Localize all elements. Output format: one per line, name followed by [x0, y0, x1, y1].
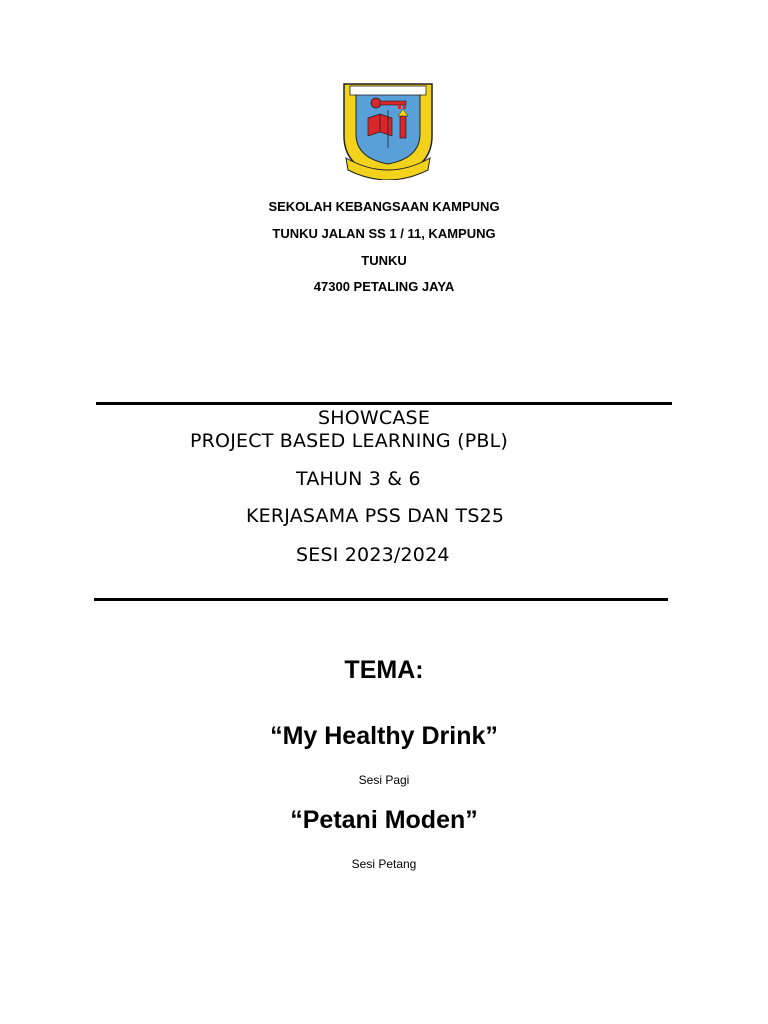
theme-title-afternoon: “Petani Moden”	[290, 806, 478, 834]
theme-heading: TEMA:	[344, 656, 424, 684]
school-postcode-line: 47300 PETALING JAYA	[313, 279, 455, 294]
session-label-afternoon: Sesi Petang	[351, 857, 417, 871]
project-title: PROJECT BASED LEARNING (PBL)	[190, 430, 508, 452]
school-address-line: TUNKU	[361, 253, 407, 268]
theme-title-morning: “My Healthy Drink”	[270, 722, 498, 750]
top-divider	[96, 402, 672, 405]
showcase-heading: SHOWCASE	[318, 407, 431, 429]
school-crest-logo	[340, 78, 436, 180]
collaboration-line: KERJASAMA PSS DAN TS25	[246, 505, 505, 527]
session-year: SESI 2023/2024	[296, 544, 450, 566]
school-name-line: SEKOLAH KEBANGSAAN KAMPUNG	[268, 199, 500, 214]
bottom-divider	[94, 598, 668, 601]
year-levels: TAHUN 3 & 6	[296, 468, 421, 490]
session-label-morning: Sesi Pagi	[358, 773, 410, 787]
school-crest-icon	[340, 78, 436, 180]
school-address-line: TUNKU JALAN SS 1 / 11, KAMPUNG	[272, 226, 496, 241]
